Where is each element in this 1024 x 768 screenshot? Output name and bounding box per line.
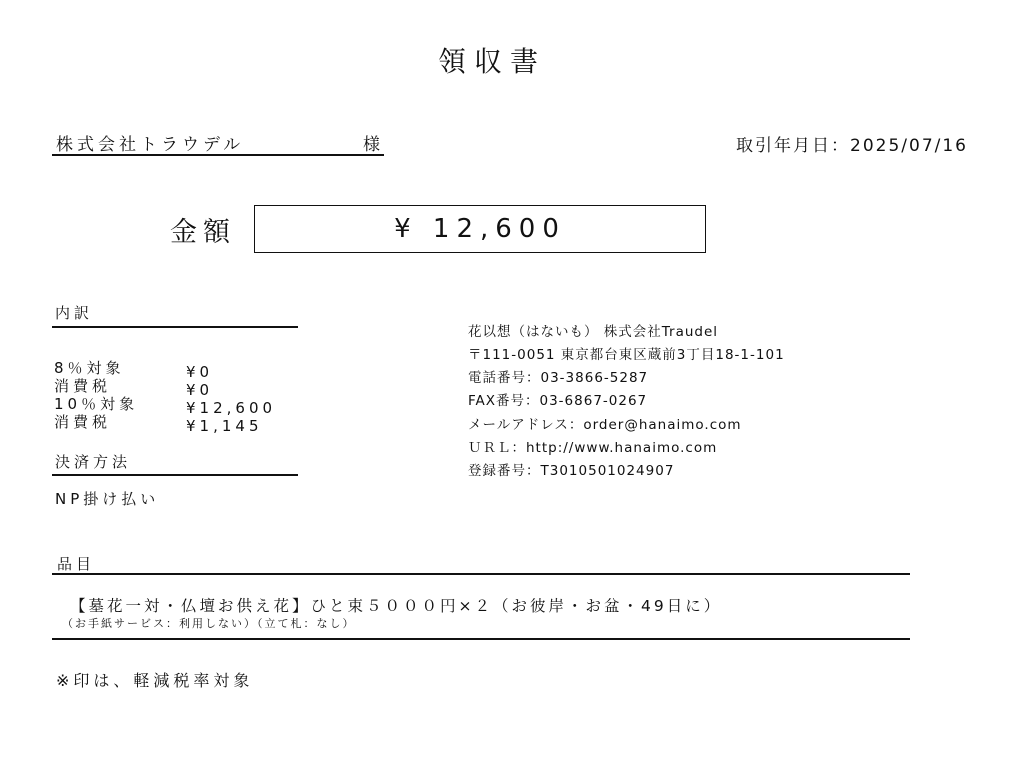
- payment-method: NP掛け払い: [55, 490, 160, 508]
- amount-value: ¥ 12,600: [394, 214, 566, 244]
- breakdown-row-value: ¥12,600: [186, 399, 277, 417]
- item-options: （お手紙サービス：利用しない）（立て札：なし）: [62, 617, 356, 630]
- items-heading: 品目: [57, 555, 96, 573]
- items-bottom-divider: [52, 638, 910, 640]
- items-top-divider: [52, 573, 910, 575]
- transaction-date: [736, 131, 968, 156]
- recipient-honorific: 様: [363, 135, 380, 155]
- recipient-name: 株式会社トラウデル: [56, 135, 245, 155]
- recipient-field: [52, 130, 384, 156]
- breakdown-heading: 内訳: [55, 304, 94, 322]
- amount-label: 金額: [170, 217, 236, 248]
- issuer-registration: 登録番号：T3010501024907: [468, 463, 675, 479]
- reduced-tax-note: ※印は、軽減税率対象: [56, 671, 254, 690]
- breakdown-row-value: ¥0: [186, 381, 214, 399]
- item-description: 【墓花一対・仏壇お供え花】ひと束５０００円×２（お彼岸・お盆・49日に）: [70, 597, 723, 615]
- issuer-email: メールアドレス：order@hanaimo.com: [468, 417, 742, 433]
- issuer-phone: 電話番号：03-3866-5287: [468, 370, 649, 386]
- breakdown-row-value: ¥1,145: [186, 417, 263, 435]
- issuer-url: ＵＲＬ：http://www.hanaimo.com: [468, 440, 718, 456]
- breakdown-row-label: 消費税: [54, 377, 112, 395]
- breakdown-row-label: 消費税: [54, 413, 112, 431]
- payment-heading: 決済方法: [55, 453, 132, 471]
- issuer-address: 〒111-0051 東京都台東区蔵前3丁目18-1-101: [468, 347, 785, 363]
- amount-box: [254, 205, 706, 253]
- breakdown-row-value: ¥0: [186, 363, 214, 381]
- breakdown-divider: [52, 326, 298, 328]
- transaction-date-label: 取引年月日：: [736, 136, 851, 156]
- breakdown-row-label: 8％対象: [54, 359, 125, 377]
- issuer-line: 花以想（はないも） 株式会社Traudel: [468, 324, 719, 340]
- breakdown-row-label: 10％対象: [54, 395, 139, 413]
- receipt-title: 領収書: [437, 45, 546, 78]
- issuer-fax: FAX番号：03-6867-0267: [468, 393, 648, 409]
- transaction-date-value: 2025/07/16: [850, 136, 968, 156]
- payment-divider: [52, 474, 298, 476]
